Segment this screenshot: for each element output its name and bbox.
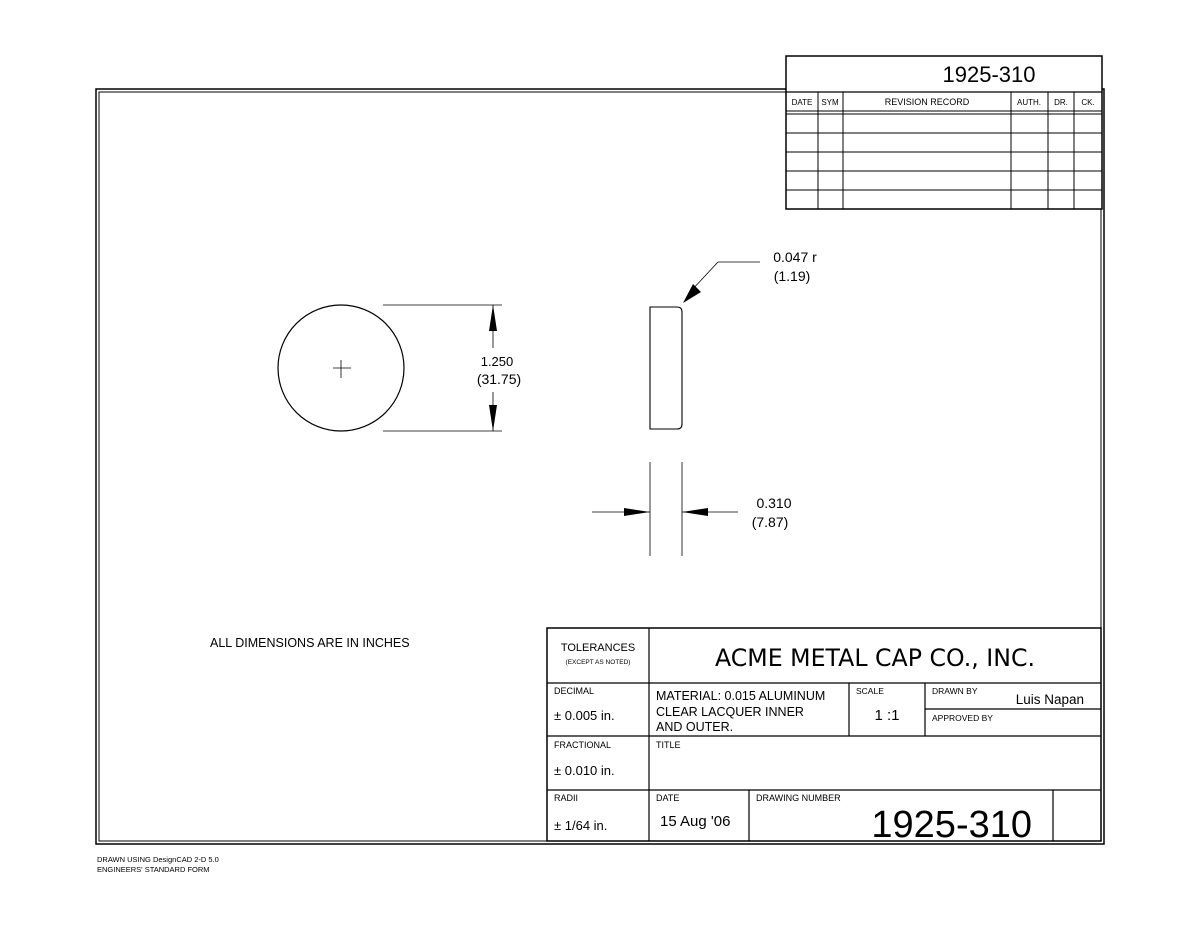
rev-header-auth: AUTH. — [1017, 98, 1041, 107]
scale-value: 1 :1 — [874, 707, 900, 724]
footer-line-2: ENGINEERS' STANDARD FORM — [97, 865, 210, 874]
radii-label: RADII — [554, 793, 579, 803]
company-name: ACME METAL CAP CO., INC. — [715, 644, 1035, 672]
decimal-value: ± 0.005 in. — [554, 708, 615, 723]
title-label: TITLE — [656, 740, 681, 750]
units-note: ALL DIMENSIONS ARE IN INCHES — [210, 636, 410, 650]
diameter-dimension-mm: (31.75) — [476, 371, 522, 387]
revision-drawing-number: 1925-310 — [942, 62, 1036, 87]
drawing-number-value: 1925-310 — [871, 804, 1032, 846]
thickness-dimension-mm: (7.87) — [751, 514, 789, 530]
material-line-1: MATERIAL: 0.015 ALUMINUM — [656, 689, 826, 703]
scale-label: SCALE — [856, 686, 884, 696]
date-label: DATE — [656, 793, 680, 803]
radius-dimension-inch: 0.047 r — [773, 249, 817, 265]
title-block — [547, 628, 1101, 846]
diameter-dimension-inch: 1.250 — [480, 354, 514, 369]
radius-arrow-icon — [683, 284, 701, 303]
rev-header-ck: CK. — [1081, 98, 1095, 107]
cap-side-profile — [650, 307, 682, 429]
drawn-by-label: DRAWN BY — [932, 686, 978, 696]
front-view — [278, 305, 521, 431]
rev-header-record: REVISION RECORD — [884, 97, 970, 107]
date-value: 15 Aug '06 — [660, 813, 731, 830]
tolerances-sub: (EXCEPT AS NOTED) — [565, 659, 631, 666]
side-view — [592, 249, 817, 556]
rev-header-date: DATE — [791, 98, 813, 107]
approved-by-label: APPROVED BY — [932, 713, 993, 723]
tolerances-label: TOLERANCES — [560, 642, 636, 654]
footer-line-1: DRAWN USING DesignCAD 2-D 5.0 — [97, 855, 219, 864]
drawing-number-label: DRAWING NUMBER — [756, 793, 841, 803]
decimal-label: DECIMAL — [554, 686, 595, 696]
thickness-dimension-inch: 0.310 — [756, 495, 792, 511]
arrow-up-icon — [489, 305, 497, 331]
rev-header-sym: SYM — [821, 98, 839, 107]
rev-header-dr: DR. — [1054, 98, 1068, 107]
arrow-down-icon — [489, 405, 497, 431]
fractional-label: FRACTIONAL — [554, 740, 612, 750]
material-line-2: CLEAR LACQUER INNER — [656, 705, 804, 719]
material-line-3: AND OUTER. — [656, 720, 734, 734]
fractional-value: ± 0.010 in. — [554, 763, 615, 778]
radius-dimension-mm: (1.19) — [773, 268, 811, 284]
revision-block — [786, 56, 1102, 209]
arrow-right-icon — [624, 508, 650, 516]
drawn-by-value: Luis Napan — [1015, 692, 1084, 707]
radii-value: ± 1/64 in. — [554, 818, 608, 833]
arrow-left-icon — [682, 508, 708, 516]
